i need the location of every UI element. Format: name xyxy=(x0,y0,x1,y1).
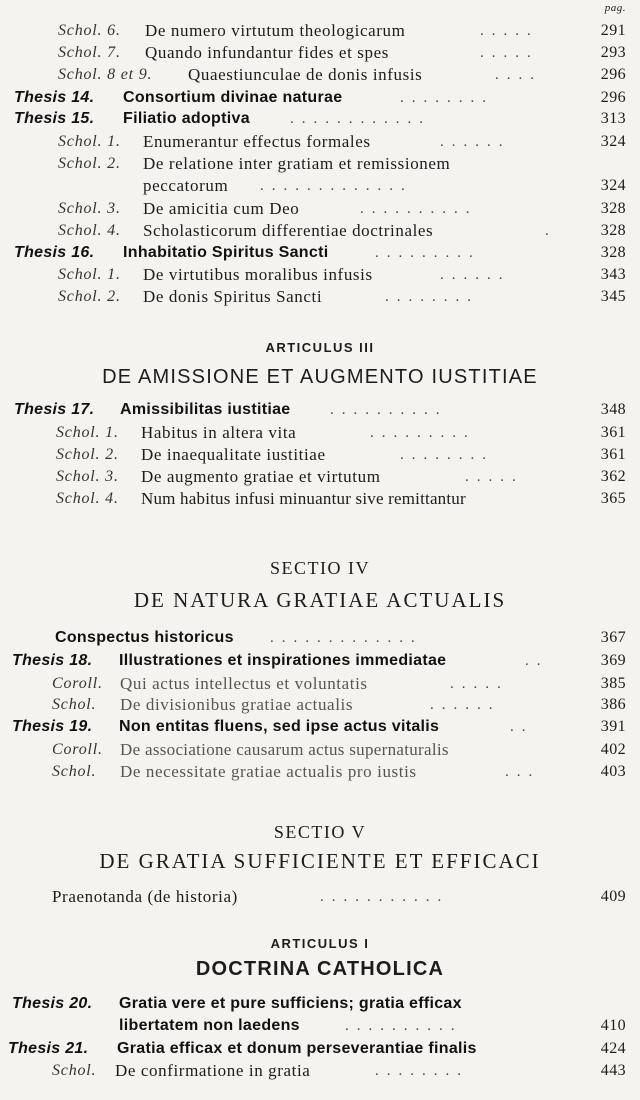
entry-title: Gratia vere et pure sufficiens; gratia efficax xyxy=(119,995,462,1012)
entry-page: 324 xyxy=(600,133,626,150)
entry-title: De associatione causarum actus supernaturalis xyxy=(120,740,449,759)
entry-lead: Thesis 18. xyxy=(12,652,93,669)
entry-page: 361 xyxy=(600,424,626,441)
entry-title: Inhabitatio Spiritus Sancti xyxy=(123,244,329,261)
entry-title: De augmento gratiae et virtutum xyxy=(141,467,381,486)
entry-title: De divisionibus gratiae actualis xyxy=(120,695,354,714)
entry-page: 324 xyxy=(600,177,626,194)
leader-dots: ... xyxy=(505,764,541,780)
toc-entry xyxy=(0,20,640,42)
leader-dots: ...... xyxy=(440,134,511,150)
section-heading: SECTIO V xyxy=(273,822,367,842)
entry-page: 443 xyxy=(600,1062,626,1079)
entry-lead: Schol. xyxy=(52,1062,97,1079)
entry-page: 328 xyxy=(600,244,626,261)
entry-lead: Schol. 7. xyxy=(58,44,121,61)
toc-entry xyxy=(0,175,640,197)
leader-dots: . xyxy=(545,223,557,239)
toc-entry xyxy=(0,242,640,264)
entry-title: De virtutibus moralibus infusis xyxy=(143,265,373,284)
entry-title: Filiatio adoptiva xyxy=(123,110,250,127)
toc-entry xyxy=(0,1015,640,1037)
entry-page: 369 xyxy=(600,652,626,669)
toc-entry xyxy=(0,399,640,421)
entry-page: 367 xyxy=(600,629,626,646)
leader-dots: .......... xyxy=(360,201,478,217)
entry-lead: Thesis 20. xyxy=(12,995,93,1012)
leader-dots: .. xyxy=(525,653,549,669)
entry-lead: Schol. 8 et 9. xyxy=(58,66,153,83)
toc-entry xyxy=(0,716,640,738)
entry-lead: Thesis 19. xyxy=(12,718,93,735)
entry-lead: Schol. 1. xyxy=(58,266,121,283)
entry-title: De numero virtutum theologicarum xyxy=(145,21,406,40)
entry-lead: Schol. xyxy=(52,696,97,713)
entry-page: 345 xyxy=(600,288,626,305)
leader-dots: ..... xyxy=(465,469,524,485)
entry-lead: Schol. 3. xyxy=(56,468,119,485)
toc-entry xyxy=(0,627,640,649)
toc-entry xyxy=(0,42,640,64)
entry-title: Amissibilitas iustitiae xyxy=(120,401,291,418)
toc-entry xyxy=(0,87,640,109)
entry-title: Qui actus intellectus et voluntatis xyxy=(120,674,368,693)
article-heading: ARTICULUS III xyxy=(265,340,375,355)
entry-page: 361 xyxy=(600,446,626,463)
entry-title: De confirmatione in gratia xyxy=(115,1061,311,1080)
leader-dots: ......... xyxy=(375,245,481,261)
toc-entry xyxy=(0,886,640,908)
leader-dots: ..... xyxy=(450,676,509,692)
entry-title: Quando infundantur fides et spes xyxy=(145,43,389,62)
toc-entry xyxy=(0,650,640,672)
leader-dots: ..... xyxy=(480,45,539,61)
page-column-label: pag. xyxy=(604,2,626,14)
entry-page: 328 xyxy=(600,222,626,239)
entry-page: 409 xyxy=(600,888,626,905)
toc-entry xyxy=(0,131,640,153)
toc-entry xyxy=(0,444,640,466)
leader-dots: .......... xyxy=(345,1018,463,1034)
entry-page: 313 xyxy=(600,110,626,127)
entry-title: De amicitia cum Deo xyxy=(143,199,300,218)
article-heading: ARTICULUS I xyxy=(270,936,370,951)
entry-title: Scholasticorum differentiae doctrinales xyxy=(143,221,434,240)
toc-entry xyxy=(0,153,640,175)
entry-lead: Thesis 15. xyxy=(14,110,95,127)
entry-title: De donis Spiritus Sancti xyxy=(143,287,323,306)
leader-dots: ............ xyxy=(290,111,431,127)
leader-dots: ..... xyxy=(480,23,539,39)
toc-entry xyxy=(0,739,640,761)
entry-title: Gratia efficax et donum perseverantiae finalis xyxy=(117,1040,477,1057)
toc-entry xyxy=(0,108,640,130)
entry-title: De inaequalitate iustitiae xyxy=(141,445,326,464)
leader-dots: .... xyxy=(495,67,542,83)
entry-page: 296 xyxy=(600,66,626,83)
toc-entry xyxy=(0,220,640,242)
entry-page: 403 xyxy=(600,763,626,780)
entry-title: Praenotanda (de historia) xyxy=(52,887,238,906)
section-title: DE NATURA GRATIAE ACTUALIS xyxy=(133,588,507,612)
leader-dots: .. xyxy=(510,719,534,735)
entry-title: Enumerantur effectus formales xyxy=(143,132,371,151)
entry-page: 410 xyxy=(600,1017,626,1034)
entry-page: 291 xyxy=(600,22,626,39)
entry-page: 365 xyxy=(600,490,626,507)
entry-lead: Schol. 4. xyxy=(58,222,121,239)
entry-lead: Thesis 14. xyxy=(14,89,95,106)
leader-dots: ........ xyxy=(375,1063,469,1079)
entry-lead: Schol. 3. xyxy=(58,200,121,217)
entry-lead: Thesis 16. xyxy=(14,244,95,261)
entry-page: 391 xyxy=(600,718,626,735)
entry-title: Illustrationes et inspirationes immediatae xyxy=(119,652,447,669)
toc-entry xyxy=(0,488,640,510)
toc-entry xyxy=(0,673,640,695)
leader-dots: ........... xyxy=(320,889,450,905)
entry-page: 328 xyxy=(600,200,626,217)
leader-dots: ........ xyxy=(400,447,494,463)
entry-page: 362 xyxy=(600,468,626,485)
entry-lead: Coroll. xyxy=(52,741,103,758)
entry-page: 402 xyxy=(600,741,626,758)
entry-lead: Schol. 1. xyxy=(58,133,121,150)
article-title: DE AMISSIONE ET AUGMENTO IUSTITIAE xyxy=(102,366,538,388)
entry-page: 296 xyxy=(600,89,626,106)
toc-entry xyxy=(0,64,640,86)
leader-dots: ........ xyxy=(385,289,479,305)
entry-lead: Schol. 6. xyxy=(58,22,121,39)
leader-dots: ........ xyxy=(400,90,494,106)
leader-dots: ...... xyxy=(430,697,501,713)
entry-lead: Schol. 2. xyxy=(58,288,121,305)
leader-dots: ............. xyxy=(260,178,413,194)
leader-dots: ......... xyxy=(370,425,476,441)
entry-page: 348 xyxy=(600,401,626,418)
entry-page: 293 xyxy=(600,44,626,61)
entry-title: peccatorum xyxy=(143,176,229,195)
leader-dots: ...... xyxy=(440,267,511,283)
toc-entry xyxy=(0,264,640,286)
entry-title: De relatione inter gratiam et remissionem xyxy=(143,154,451,173)
leader-dots: ............. xyxy=(270,630,423,646)
toc-entry xyxy=(0,422,640,444)
toc-entry xyxy=(0,466,640,488)
entry-title: Conspectus historicus xyxy=(55,629,234,646)
entry-lead: Coroll. xyxy=(52,675,103,692)
entry-title: Num habitus infusi minuantur sive remittantur xyxy=(141,489,466,508)
leader-dots: .......... xyxy=(330,402,448,418)
entry-page: 343 xyxy=(600,266,626,283)
entry-title: Habitus in altera vita xyxy=(141,423,297,442)
entry-title: Quaestiunculae de donis infusis xyxy=(188,65,423,84)
entry-lead: Schol. 2. xyxy=(56,446,119,463)
entry-page: 385 xyxy=(600,675,626,692)
section-title: DE GRATIA SUFFICIENTE ET EFFICACI xyxy=(99,849,541,873)
entry-lead: Thesis 21. xyxy=(8,1040,89,1057)
toc-entry xyxy=(0,1038,640,1060)
entry-page: 424 xyxy=(600,1040,626,1057)
section-heading: SECTIO IV xyxy=(270,558,370,578)
entry-title: Non entitas fluens, sed ipse actus vitalis xyxy=(119,718,440,735)
entry-title: De necessitate gratiae actualis pro iustis xyxy=(120,762,417,781)
entry-title: Consortium divinae naturae xyxy=(123,89,343,106)
entry-lead: Schol. 4. xyxy=(56,490,119,507)
toc-entry xyxy=(0,1060,640,1082)
article-title: DOCTRINA CATHOLICA xyxy=(195,958,445,980)
toc-entry xyxy=(0,694,640,716)
entry-lead: Schol. 1. xyxy=(56,424,119,441)
entry-page: 386 xyxy=(600,696,626,713)
toc-entry xyxy=(0,993,640,1015)
entry-lead: Schol. xyxy=(52,763,97,780)
toc-entry xyxy=(0,286,640,308)
toc-entry xyxy=(0,198,640,220)
entry-lead: Thesis 17. xyxy=(14,401,95,418)
entry-title: libertatem non laedens xyxy=(119,1017,300,1034)
entry-lead: Schol. 2. xyxy=(58,155,121,172)
toc-entry xyxy=(0,761,640,783)
